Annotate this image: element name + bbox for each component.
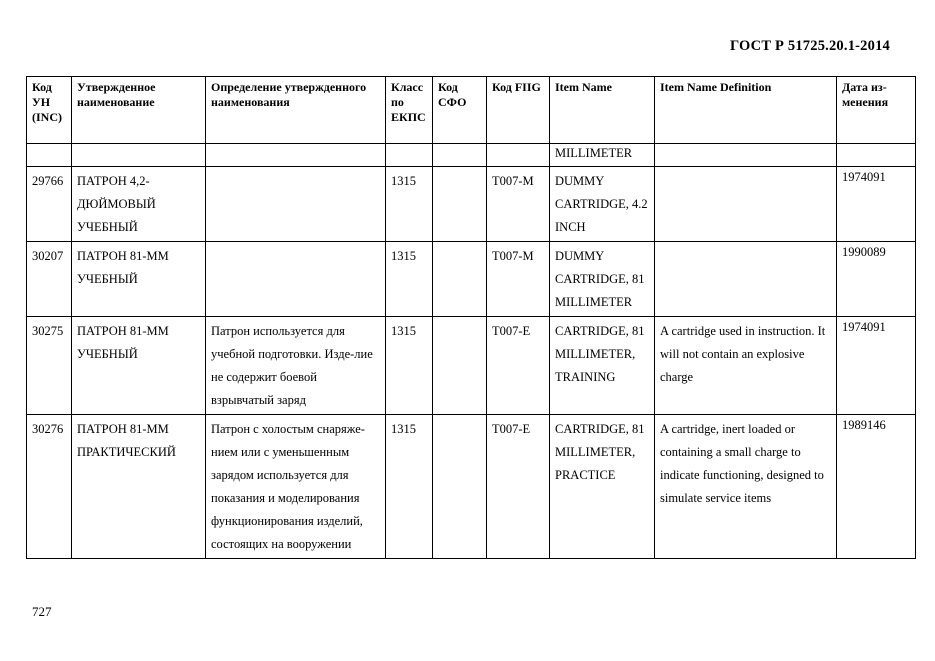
- page-number: 727: [32, 604, 52, 619]
- table-row: [27, 242, 916, 317]
- cell-sfo: [433, 242, 487, 317]
- cell-class: 1315: [386, 317, 433, 415]
- cell-class: 1315: [386, 415, 433, 559]
- cell-item-name: CARTRIDGE, 81 MILLIMETER, PRACTICE: [550, 415, 655, 559]
- cell-name: ПАТРОН 81-ММ УЧЕБНЫЙ: [72, 242, 206, 317]
- cell-date: 1974091: [837, 167, 916, 242]
- document-standard-header: ГОСТ Р 51725.20.1-2014: [729, 38, 890, 54]
- cell-class: [386, 144, 433, 167]
- cell-code: 30276: [27, 415, 72, 559]
- column-header-fiig: Код FIIG: [487, 77, 550, 144]
- cell-sfo: [433, 167, 487, 242]
- cell-item-definition: [655, 167, 837, 242]
- column-header-code: Код УН (INC): [27, 77, 72, 144]
- cell-class: 1315: [386, 167, 433, 242]
- cell-item-definition: [655, 144, 837, 167]
- cell-fiig: T007-E: [487, 415, 550, 559]
- table-row: [27, 415, 916, 559]
- cell-item-definition: [655, 242, 837, 317]
- cell-date: 1990089: [837, 242, 916, 317]
- cell-code: [27, 144, 72, 167]
- cell-definition: Патрон с холостым снаряже-нием или с уменьшенным зарядом используется для показания и моделирования функционирования изделий, состоящих на вооружении: [206, 415, 386, 559]
- table-row: [27, 144, 916, 167]
- column-header-item-name: Item Name: [550, 77, 655, 144]
- cell-fiig: T007-E: [487, 317, 550, 415]
- cell-sfo: [433, 317, 487, 415]
- cell-fiig: [487, 144, 550, 167]
- cell-date: 1974091: [837, 317, 916, 415]
- cell-sfo: [433, 144, 487, 167]
- cell-item-name: CARTRIDGE, 81 MILLIMETER, TRAINING: [550, 317, 655, 415]
- column-header-definition: Определение утвержденного наименования: [206, 77, 386, 144]
- cell-definition: [206, 144, 386, 167]
- cell-definition: [206, 242, 386, 317]
- column-header-name: Утвержденное наименование: [72, 77, 206, 144]
- cell-sfo: [433, 415, 487, 559]
- cell-item-name: DUMMY CARTRIDGE, 4.2 INCH: [550, 167, 655, 242]
- cell-definition: [206, 167, 386, 242]
- column-header-class: Класс по ЕКПС: [386, 77, 433, 144]
- column-header-item-definition: Item Name Definition: [655, 77, 837, 144]
- cell-class: 1315: [386, 242, 433, 317]
- column-header-sfo: Код СФО: [433, 77, 487, 144]
- table-row: [27, 317, 916, 415]
- cell-item-definition: A cartridge, inert loaded or containing a small charge to indicate functioning, designed to simulate service items: [655, 415, 837, 559]
- cell-item-name: DUMMY CARTRIDGE, 81 MILLIMETER: [550, 242, 655, 317]
- cell-code: 29766: [27, 167, 72, 242]
- cell-code: 30275: [27, 317, 72, 415]
- cell-fiig: T007-M: [487, 167, 550, 242]
- classifier-table: [26, 76, 916, 559]
- cell-item-name: MILLIMETER: [550, 144, 655, 167]
- cell-definition: Патрон используется для учебной подготовки. Изде-лие не содержит боевой взрывчатый заряд: [206, 317, 386, 415]
- cell-name: ПАТРОН 4,2-ДЮЙМОВЫЙ УЧЕБНЫЙ: [72, 167, 206, 242]
- cell-name: [72, 144, 206, 167]
- cell-date: [837, 144, 916, 167]
- cell-date: 1989146: [837, 415, 916, 559]
- cell-item-definition: A cartridge used in instruction. It will not contain an explosive charge: [655, 317, 837, 415]
- table-row: [27, 167, 916, 242]
- cell-name: ПАТРОН 81-ММ УЧЕБНЫЙ: [72, 317, 206, 415]
- cell-fiig: T007-M: [487, 242, 550, 317]
- table-header-row: [27, 77, 916, 144]
- cell-name: ПАТРОН 81-ММ ПРАКТИЧЕСКИЙ: [72, 415, 206, 559]
- column-header-date: Дата из-менения: [837, 77, 916, 144]
- cell-code: 30207: [27, 242, 72, 317]
